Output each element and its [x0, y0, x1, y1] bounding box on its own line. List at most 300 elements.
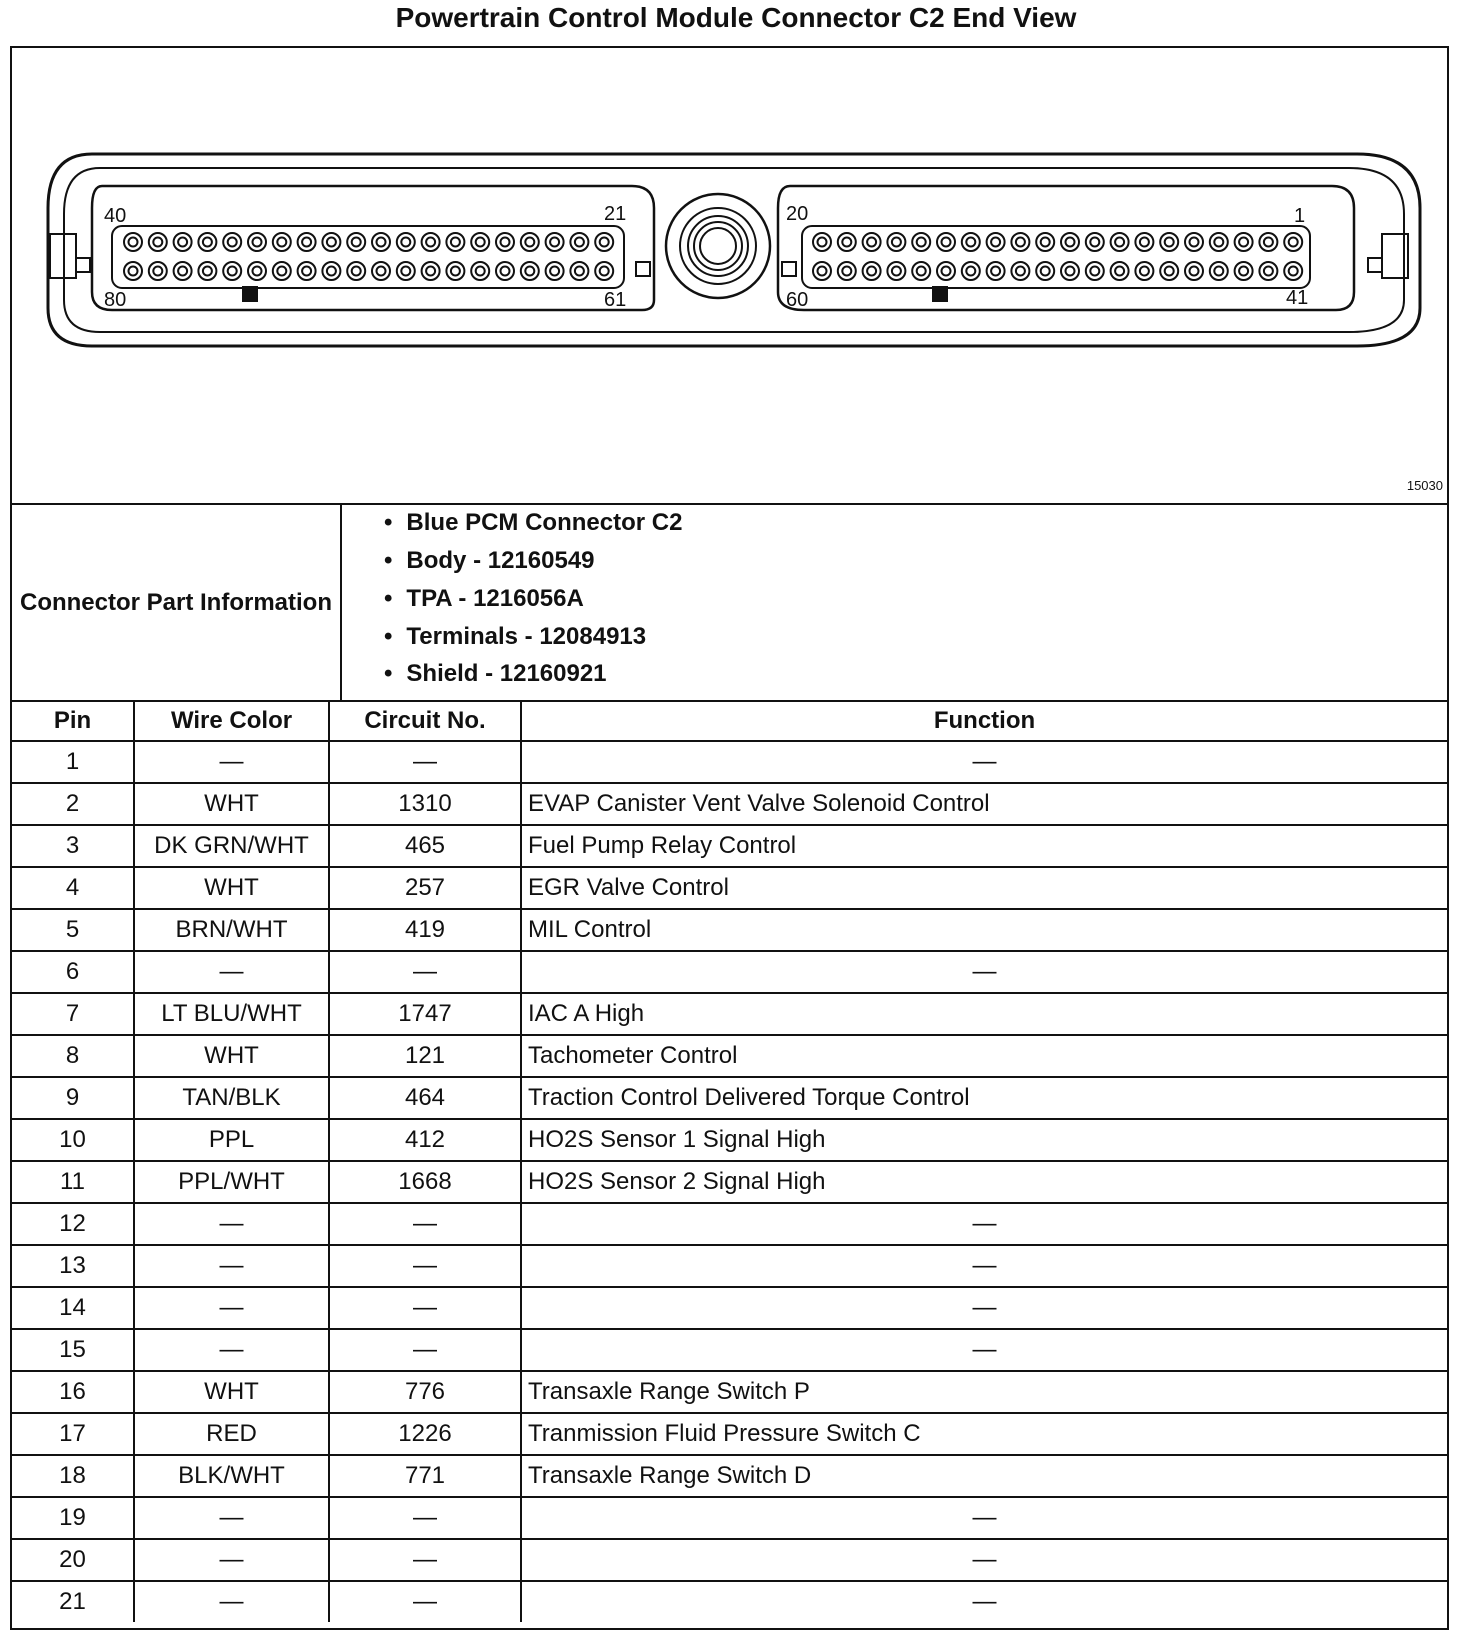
circuit-cell: —: [329, 1329, 521, 1371]
pin-cell: 14: [12, 1287, 134, 1329]
pin-socket-inner: [178, 238, 187, 247]
wire-color-cell: —: [134, 1539, 329, 1581]
pin-socket-inner: [203, 267, 212, 276]
pin-socket: [1160, 262, 1178, 280]
table-row: [12, 1161, 1447, 1203]
pin-socket: [570, 233, 588, 251]
document-frame: [10, 46, 1449, 1630]
pin-cell: 11: [12, 1161, 134, 1203]
pin-socket: [595, 233, 613, 251]
pin-cell: 20: [12, 1539, 134, 1581]
table-row: [12, 741, 1447, 783]
circuit-cell: 1668: [329, 1161, 521, 1203]
pin-socket-inner: [600, 238, 609, 247]
pin-cell: 15: [12, 1329, 134, 1371]
pin-socket-inner: [892, 267, 901, 276]
pin-socket: [863, 233, 881, 251]
function-cell: HO2S Sensor 2 Signal High: [521, 1161, 1447, 1203]
pin-socket-inner: [327, 267, 336, 276]
pin-cell: 9: [12, 1077, 134, 1119]
pin-cell: 5: [12, 909, 134, 951]
pin-socket-inner: [966, 238, 975, 247]
wire-color-cell: —: [134, 1497, 329, 1539]
pin-socket: [496, 233, 514, 251]
pin-socket-inner: [1016, 267, 1025, 276]
connector-part-information: [12, 503, 1447, 700]
circuit-cell: 419: [329, 909, 521, 951]
function-cell: Tachometer Control: [521, 1035, 1447, 1077]
pin-socket: [1111, 262, 1129, 280]
circuit-cell: —: [329, 1539, 521, 1581]
pin-socket-inner: [1264, 267, 1273, 276]
pin-socket: [496, 262, 514, 280]
pin-socket-inner: [153, 238, 162, 247]
info-item: • Blue PCM Connector C2: [384, 509, 682, 537]
left-key-notch: [76, 258, 90, 272]
pin-socket: [912, 262, 930, 280]
pin-cell: 21: [12, 1581, 134, 1622]
pin-socket: [1111, 233, 1129, 251]
pin-socket-inner: [277, 267, 286, 276]
pin-socket: [298, 262, 316, 280]
pin-socket: [1086, 262, 1104, 280]
pin-cell: 12: [12, 1203, 134, 1245]
pin-socket-inner: [501, 267, 510, 276]
header-pin: Pin: [12, 701, 134, 741]
pin-cell: 19: [12, 1497, 134, 1539]
pin-socket-inner: [129, 267, 138, 276]
circuit-cell: 1226: [329, 1413, 521, 1455]
pin-socket-inner: [1264, 238, 1273, 247]
pin-socket: [248, 262, 266, 280]
pin-socket-inner: [451, 238, 460, 247]
center-bolt-ring-3: [694, 222, 742, 270]
pin-socket: [124, 262, 142, 280]
left-center-notch: [636, 262, 650, 276]
wire-color-cell: WHT: [134, 1371, 329, 1413]
function-cell: EGR Valve Control: [521, 867, 1447, 909]
right-center-notch: [782, 262, 796, 276]
pin-socket-inner: [426, 267, 435, 276]
right-polarization-mark: [932, 286, 948, 302]
pin-socket: [912, 233, 930, 251]
pin-cell: 10: [12, 1119, 134, 1161]
pin-socket: [546, 262, 564, 280]
pin-array: [124, 233, 1302, 280]
pin-socket-inner: [426, 238, 435, 247]
pin-socket-inner: [575, 238, 584, 247]
table-row: [12, 1413, 1447, 1455]
pin-socket: [1160, 233, 1178, 251]
table-row: [12, 825, 1447, 867]
pin-socket: [1210, 262, 1228, 280]
figure-id: 15030: [1406, 478, 1443, 493]
pin-label-21: 21: [604, 203, 627, 225]
function-cell: MIL Control: [521, 909, 1447, 951]
function-cell: —: [521, 1329, 1447, 1371]
info-item: • Terminals - 12084913: [384, 623, 646, 651]
circuit-cell: 257: [329, 867, 521, 909]
pin-socket-inner: [550, 238, 559, 247]
pin-socket-inner: [377, 238, 386, 247]
pin-socket-inner: [302, 267, 311, 276]
pin-socket-inner: [501, 238, 510, 247]
function-cell: HO2S Sensor 1 Signal High: [521, 1119, 1447, 1161]
pin-socket: [372, 262, 390, 280]
function-cell: —: [521, 951, 1447, 993]
info-item: • Shield - 12160921: [384, 660, 607, 688]
table-row: [12, 783, 1447, 825]
pin-socket-inner: [302, 238, 311, 247]
pin-socket: [1061, 233, 1079, 251]
function-cell: Tranmission Fluid Pressure Switch C: [521, 1413, 1447, 1455]
pin-socket: [937, 262, 955, 280]
function-cell: —: [521, 1245, 1447, 1287]
pin-socket: [174, 262, 192, 280]
circuit-cell: —: [329, 951, 521, 993]
pin-cell: 4: [12, 867, 134, 909]
pin-socket-inner: [1190, 267, 1199, 276]
pin-label-80: 80: [104, 289, 127, 311]
pin-cell: 13: [12, 1245, 134, 1287]
pin-socket: [273, 262, 291, 280]
pin-socket-inner: [525, 238, 534, 247]
circuit-cell: 412: [329, 1119, 521, 1161]
pin-socket-inner: [1090, 238, 1099, 247]
table-row: [12, 1329, 1447, 1371]
pin-socket-inner: [228, 238, 237, 247]
info-item: • Body - 12160549: [384, 547, 595, 575]
pin-socket: [1036, 262, 1054, 280]
pin-socket: [987, 262, 1005, 280]
connector-inner-housing: [64, 168, 1404, 332]
circuit-cell: —: [329, 1245, 521, 1287]
pin-socket-inner: [451, 267, 460, 276]
pin-socket-inner: [203, 238, 212, 247]
pin-socket: [372, 233, 390, 251]
pin-socket-inner: [917, 238, 926, 247]
pin-label-60: 60: [786, 289, 809, 311]
table-row: [12, 867, 1447, 909]
pin-socket: [813, 233, 831, 251]
info-item: • TPA - 1216056A: [384, 585, 584, 613]
pin-socket: [1061, 262, 1079, 280]
pin-socket: [149, 233, 167, 251]
pinout-table: [12, 700, 1447, 1622]
table-row: [12, 951, 1447, 993]
function-cell: —: [521, 1539, 1447, 1581]
header-circuit-no: Circuit No.: [329, 701, 521, 741]
pin-cell: 17: [12, 1413, 134, 1455]
pin-socket-inner: [1140, 238, 1149, 247]
center-bolt-ring-4: [700, 228, 736, 264]
pin-socket: [987, 233, 1005, 251]
pin-socket-inner: [352, 238, 361, 247]
wire-color-cell: BLK/WHT: [134, 1455, 329, 1497]
table-row: [12, 1497, 1447, 1539]
circuit-cell: 464: [329, 1077, 521, 1119]
table-row: [12, 1203, 1447, 1245]
pin-socket-inner: [1289, 238, 1298, 247]
circuit-cell: —: [329, 1497, 521, 1539]
pin-socket-inner: [942, 267, 951, 276]
pin-socket: [174, 233, 192, 251]
pin-socket-inner: [842, 238, 851, 247]
pin-socket-inner: [178, 267, 187, 276]
function-cell: —: [521, 1497, 1447, 1539]
pin-socket-inner: [525, 267, 534, 276]
pin-cell: 6: [12, 951, 134, 993]
wire-color-cell: —: [134, 1329, 329, 1371]
pin-socket-inner: [327, 238, 336, 247]
pin-socket: [1210, 233, 1228, 251]
pin-label-40: 40: [104, 205, 127, 227]
pin-socket: [1011, 233, 1029, 251]
circuit-cell: —: [329, 741, 521, 783]
table-row: [12, 909, 1447, 951]
pin-socket-inner: [1165, 238, 1174, 247]
pin-socket-inner: [1214, 238, 1223, 247]
table-row: [12, 1119, 1447, 1161]
header-function: Function: [521, 701, 1447, 741]
center-bolt-outer: [666, 194, 770, 298]
pin-socket-inner: [401, 238, 410, 247]
pin-socket: [1135, 262, 1153, 280]
table-row: [12, 1581, 1447, 1622]
wire-color-cell: —: [134, 1203, 329, 1245]
pin-socket: [223, 262, 241, 280]
pin-socket: [223, 233, 241, 251]
pin-socket-inner: [867, 267, 876, 276]
pin-socket-inner: [476, 238, 485, 247]
connector-drawing: [12, 48, 1447, 503]
pin-socket: [863, 262, 881, 280]
right-key-notch: [1368, 258, 1382, 272]
pin-socket: [446, 233, 464, 251]
pin-socket-inner: [942, 238, 951, 247]
pin-socket-inner: [991, 267, 1000, 276]
pin-socket-inner: [1090, 267, 1099, 276]
table-row: [12, 1371, 1447, 1413]
pin-cell: 18: [12, 1455, 134, 1497]
circuit-cell: 771: [329, 1455, 521, 1497]
table-row: [12, 1455, 1447, 1497]
pin-socket: [422, 262, 440, 280]
pin-socket: [813, 262, 831, 280]
pin-socket: [471, 233, 489, 251]
pin-socket: [838, 262, 856, 280]
function-cell: —: [521, 1581, 1447, 1622]
pin-cell: 16: [12, 1371, 134, 1413]
circuit-cell: 1747: [329, 993, 521, 1035]
circuit-cell: 465: [329, 825, 521, 867]
pin-socket-inner: [1066, 238, 1075, 247]
pin-socket: [322, 233, 340, 251]
pin-socket-inner: [842, 267, 851, 276]
pin-socket-inner: [352, 267, 361, 276]
wire-color-cell: —: [134, 951, 329, 993]
function-cell: Traction Control Delivered Torque Control: [521, 1077, 1447, 1119]
pin-socket-inner: [253, 238, 262, 247]
pin-socket: [1185, 262, 1203, 280]
pin-socket: [1284, 262, 1302, 280]
pin-socket-inner: [867, 238, 876, 247]
pin-socket: [422, 233, 440, 251]
circuit-cell: 776: [329, 1371, 521, 1413]
pin-socket: [273, 233, 291, 251]
pin-socket: [1259, 262, 1277, 280]
pin-socket-inner: [1140, 267, 1149, 276]
circuit-cell: 121: [329, 1035, 521, 1077]
pin-socket: [248, 233, 266, 251]
pin-cell: 3: [12, 825, 134, 867]
wire-color-cell: PPL: [134, 1119, 329, 1161]
wire-color-cell: RED: [134, 1413, 329, 1455]
pin-socket: [298, 233, 316, 251]
pin-socket-inner: [277, 238, 286, 247]
pin-socket: [1185, 233, 1203, 251]
pin-cell: 8: [12, 1035, 134, 1077]
wire-color-cell: BRN/WHT: [134, 909, 329, 951]
pin-socket-inner: [966, 267, 975, 276]
pin-socket-inner: [818, 267, 827, 276]
pin-socket-inner: [917, 267, 926, 276]
pin-socket: [397, 262, 415, 280]
info-label: Connector Part Information: [12, 505, 342, 700]
table-row: [12, 1035, 1447, 1077]
pin-socket-inner: [550, 267, 559, 276]
table-row: [12, 1287, 1447, 1329]
pin-socket-inner: [1066, 267, 1075, 276]
header-wire-color: Wire Color: [134, 701, 329, 741]
pin-cell: 1: [12, 741, 134, 783]
pin-socket-inner: [1016, 238, 1025, 247]
pin-socket: [838, 233, 856, 251]
wire-color-cell: WHT: [134, 867, 329, 909]
pin-socket-inner: [1214, 267, 1223, 276]
pin-socket-inner: [129, 238, 138, 247]
page-title: Powertrain Control Module Connector C2 End View: [395, 2, 1077, 33]
pin-socket-inner: [401, 267, 410, 276]
info-list: [342, 505, 1447, 700]
pin-socket-inner: [153, 267, 162, 276]
pin-socket: [1284, 233, 1302, 251]
pin-socket-inner: [1239, 238, 1248, 247]
table-row: [12, 993, 1447, 1035]
pin-socket: [937, 233, 955, 251]
wire-color-cell: —: [134, 741, 329, 783]
pin-label-20: 20: [786, 203, 809, 225]
pin-socket-inner: [1041, 238, 1050, 247]
pin-socket: [887, 262, 905, 280]
function-cell: —: [521, 1287, 1447, 1329]
pin-socket-inner: [228, 267, 237, 276]
circuit-cell: —: [329, 1287, 521, 1329]
pin-socket-inner: [1239, 267, 1248, 276]
pin-label-41: 41: [1286, 287, 1309, 309]
table-header-row: [12, 701, 1447, 741]
circuit-cell: —: [329, 1581, 521, 1622]
table-row: [12, 1245, 1447, 1287]
pin-socket: [1011, 262, 1029, 280]
pin-socket: [521, 262, 539, 280]
pin-socket: [1235, 262, 1253, 280]
wire-color-cell: —: [134, 1245, 329, 1287]
pin-socket-inner: [1041, 267, 1050, 276]
pin-socket-inner: [1115, 267, 1124, 276]
function-cell: Fuel Pump Relay Control: [521, 825, 1447, 867]
pin-socket: [570, 262, 588, 280]
pin-socket-inner: [575, 267, 584, 276]
wire-color-cell: LT BLU/WHT: [134, 993, 329, 1035]
function-cell: —: [521, 741, 1447, 783]
pin-socket: [962, 233, 980, 251]
pin-socket: [1036, 233, 1054, 251]
pin-socket: [198, 233, 216, 251]
connector-end-view-diagram: [12, 48, 1447, 503]
table-row: [12, 1077, 1447, 1119]
function-cell: —: [521, 1203, 1447, 1245]
pin-label-61: 61: [604, 289, 627, 311]
pin-socket-inner: [892, 238, 901, 247]
pin-socket: [347, 233, 365, 251]
table-row: [12, 1539, 1447, 1581]
left-polarization-mark: [242, 286, 258, 302]
function-cell: EVAP Canister Vent Valve Solenoid Control: [521, 783, 1447, 825]
circuit-cell: —: [329, 1203, 521, 1245]
wire-color-cell: TAN/BLK: [134, 1077, 329, 1119]
pin-socket: [397, 233, 415, 251]
pin-socket: [347, 262, 365, 280]
pin-socket-inner: [1190, 238, 1199, 247]
pin-socket: [595, 262, 613, 280]
center-bolt-ring-2: [688, 216, 748, 276]
pin-socket-inner: [1115, 238, 1124, 247]
function-cell: Transaxle Range Switch D: [521, 1455, 1447, 1497]
wire-color-cell: WHT: [134, 783, 329, 825]
function-cell: Transaxle Range Switch P: [521, 1371, 1447, 1413]
wire-color-cell: —: [134, 1581, 329, 1622]
pin-socket-inner: [600, 267, 609, 276]
wire-color-cell: DK GRN/WHT: [134, 825, 329, 867]
pin-socket-inner: [253, 267, 262, 276]
center-bolt-ring-1: [680, 208, 756, 284]
pin-cell: 2: [12, 783, 134, 825]
pin-socket-inner: [1289, 267, 1298, 276]
pin-socket: [149, 262, 167, 280]
pin-socket-inner: [476, 267, 485, 276]
pin-socket: [322, 262, 340, 280]
pin-socket-inner: [818, 238, 827, 247]
pin-socket-inner: [1165, 267, 1174, 276]
circuit-cell: 1310: [329, 783, 521, 825]
function-cell: IAC A High: [521, 993, 1447, 1035]
pin-socket: [446, 262, 464, 280]
pin-socket: [124, 233, 142, 251]
pin-socket: [198, 262, 216, 280]
pin-socket: [887, 233, 905, 251]
pin-socket: [1135, 233, 1153, 251]
pin-label-1: 1: [1294, 205, 1306, 227]
pin-socket: [1086, 233, 1104, 251]
wire-color-cell: WHT: [134, 1035, 329, 1077]
pin-socket-inner: [991, 238, 1000, 247]
wire-color-cell: —: [134, 1287, 329, 1329]
pin-socket: [521, 233, 539, 251]
pin-socket: [962, 262, 980, 280]
pin-socket: [546, 233, 564, 251]
pin-socket: [1235, 233, 1253, 251]
